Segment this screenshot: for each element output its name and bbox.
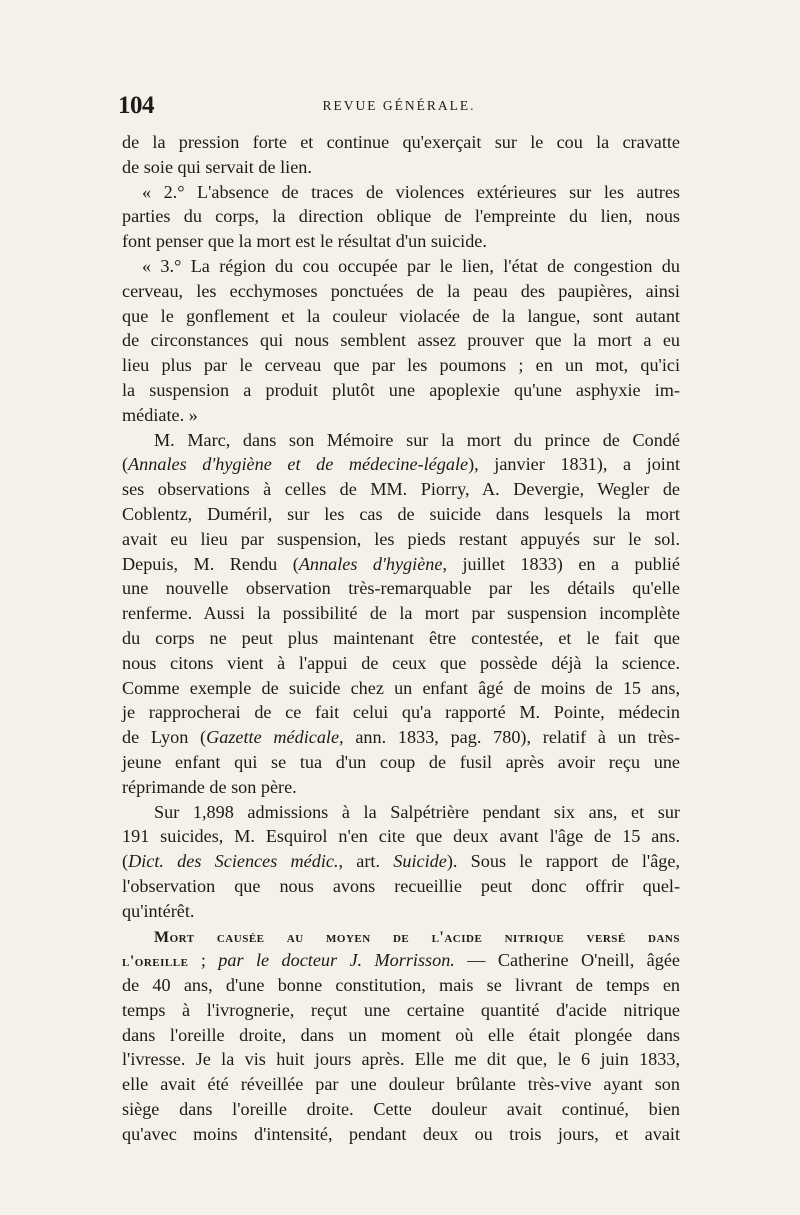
text-line: du corps ne peut plus maintenant être contestée, et le fait que xyxy=(122,627,680,648)
text-line: « 3.° La région du cou occupée par le lien, l'état de congestion du xyxy=(142,255,680,276)
text-line: (Dict. des Sciences médic., art. Suicide). Sous le rapport de l'âge, xyxy=(122,851,680,872)
body-text xyxy=(122,130,680,1147)
text-line: de la pression forte et continue qu'exerçait sur le cou la cravatte xyxy=(122,132,680,152)
citation-title: Gazette médicale, xyxy=(206,727,344,748)
citation-title: Dict. des Sciences médic. xyxy=(128,851,339,872)
text-line: jeune enfant qui se tua d'un coup de fusil après avoir reçu une xyxy=(122,751,680,772)
text-line: l'oreille ; par le docteur J. Morrisson. — Catherine O'neill, âgée xyxy=(122,950,680,971)
text-line: dans l'oreille droite, dans un moment où elle était plongée dans xyxy=(122,1024,680,1045)
page-header xyxy=(118,92,680,122)
text-line: Depuis, M. Rendu (Annales d'hygiène, juillet 1833) en a publié xyxy=(122,553,680,574)
text-line: « 2.° L'absence de traces de violences extérieures sur les autres xyxy=(142,181,680,202)
text-line: Coblentz, Duméril, sur les cas de suicide dans lesquels la mort xyxy=(122,503,680,524)
text-line: lieu plus par le cerveau que par les poumons ; en un mot, qu'ici xyxy=(122,355,680,376)
running-title: REVUE GÉNÉRALE. xyxy=(322,98,476,113)
text-line: 191 suicides, M. Esquirol n'en cite que deux avant l'âge de 15 ans. xyxy=(122,826,680,847)
text-line: M. Marc, dans son Mémoire sur la mort du prince de Condé xyxy=(154,429,680,450)
text-line: qu'intérêt. xyxy=(122,900,195,921)
text-line: que le gonflement et la couleur violacée de la langue, sont autant xyxy=(122,305,680,326)
text-line: font penser que la mort est le résultat d'un suicide. xyxy=(122,231,487,252)
text-line: de Lyon (Gazette médicale, ann. 1833, pag. 780), relatif à un très- xyxy=(122,727,680,748)
text-line: ses observations à celles de MM. Piorry, A. Devergie, Wegler de xyxy=(122,479,680,500)
text-line: médiate. » xyxy=(122,404,198,425)
text-line: de 40 ans, d'une bonne constitution, mais se livrant de temps en xyxy=(122,975,680,996)
text-line: la suspension a produit plutôt une apoplexie qu'une asphyxie im- xyxy=(122,379,680,400)
text-line: temps à l'ivrognerie, reçut une certaine quantité d'acide nitrique xyxy=(122,999,680,1020)
text-line: qu'avec moins d'intensité, pendant deux ou trois jours, et avait xyxy=(122,1123,680,1144)
text-line: (Annales d'hygiène et de médecine-légale), janvier 1831), a joint xyxy=(122,454,680,475)
text-line: l'observation que nous avons recueillie peut donc offrir quel- xyxy=(122,875,680,896)
text-line: l'ivresse. Je la vis huit jours après. Elle me dit que, le 6 juin 1833, xyxy=(122,1049,680,1070)
citation-title: Annales d'hygiène et de médecine-légale xyxy=(128,454,469,475)
text-line: avait eu lieu par suspension, les pieds restant appuyés sur le sol. xyxy=(122,528,680,549)
text-line: de soie qui servait de lien. xyxy=(122,156,312,177)
text-line: elle avait été réveillée par une douleur brûlante très-vive ayant son xyxy=(122,1074,680,1095)
text-line: cerveau, les ecchymoses ponctuées de la peau des paupières, ainsi xyxy=(122,280,680,301)
section-heading: Mort causée au moyen de l'acide nitrique versé dans xyxy=(154,928,680,946)
citation-title: Annales d'hygiène xyxy=(298,553,443,574)
text-line: nous citons vient à l'appui de ceux que possède déjà la science. xyxy=(122,652,680,673)
text-line: Sur 1,898 admissions à la Salpétrière pendant six ans, et sur xyxy=(154,801,680,822)
text-line: renferme. Aussi la possibilité de la mort par suspension incomplète xyxy=(122,603,680,624)
author-name: par le docteur J. Morrisson. xyxy=(218,950,455,971)
page-number: 104 xyxy=(118,92,154,119)
text-line: siège dans l'oreille droite. Cette douleur avait continué, bien xyxy=(122,1099,680,1120)
text-line: une nouvelle observation très-remarquable par les détails qu'elle xyxy=(122,578,680,599)
text-line: Comme exemple de suicide chez un enfant âgé de moins de 15 ans, xyxy=(122,677,680,698)
text-line: réprimande de son père. xyxy=(122,776,297,797)
text-line: je rapprocherai de ce fait celui qu'a rapporté M. Pointe, médecin xyxy=(122,702,680,723)
text-line: parties du corps, la direction oblique de l'empreinte du lien, nous xyxy=(122,206,680,227)
text-line: de circonstances qui nous semblent assez prouver que la mort a eu xyxy=(122,330,680,351)
